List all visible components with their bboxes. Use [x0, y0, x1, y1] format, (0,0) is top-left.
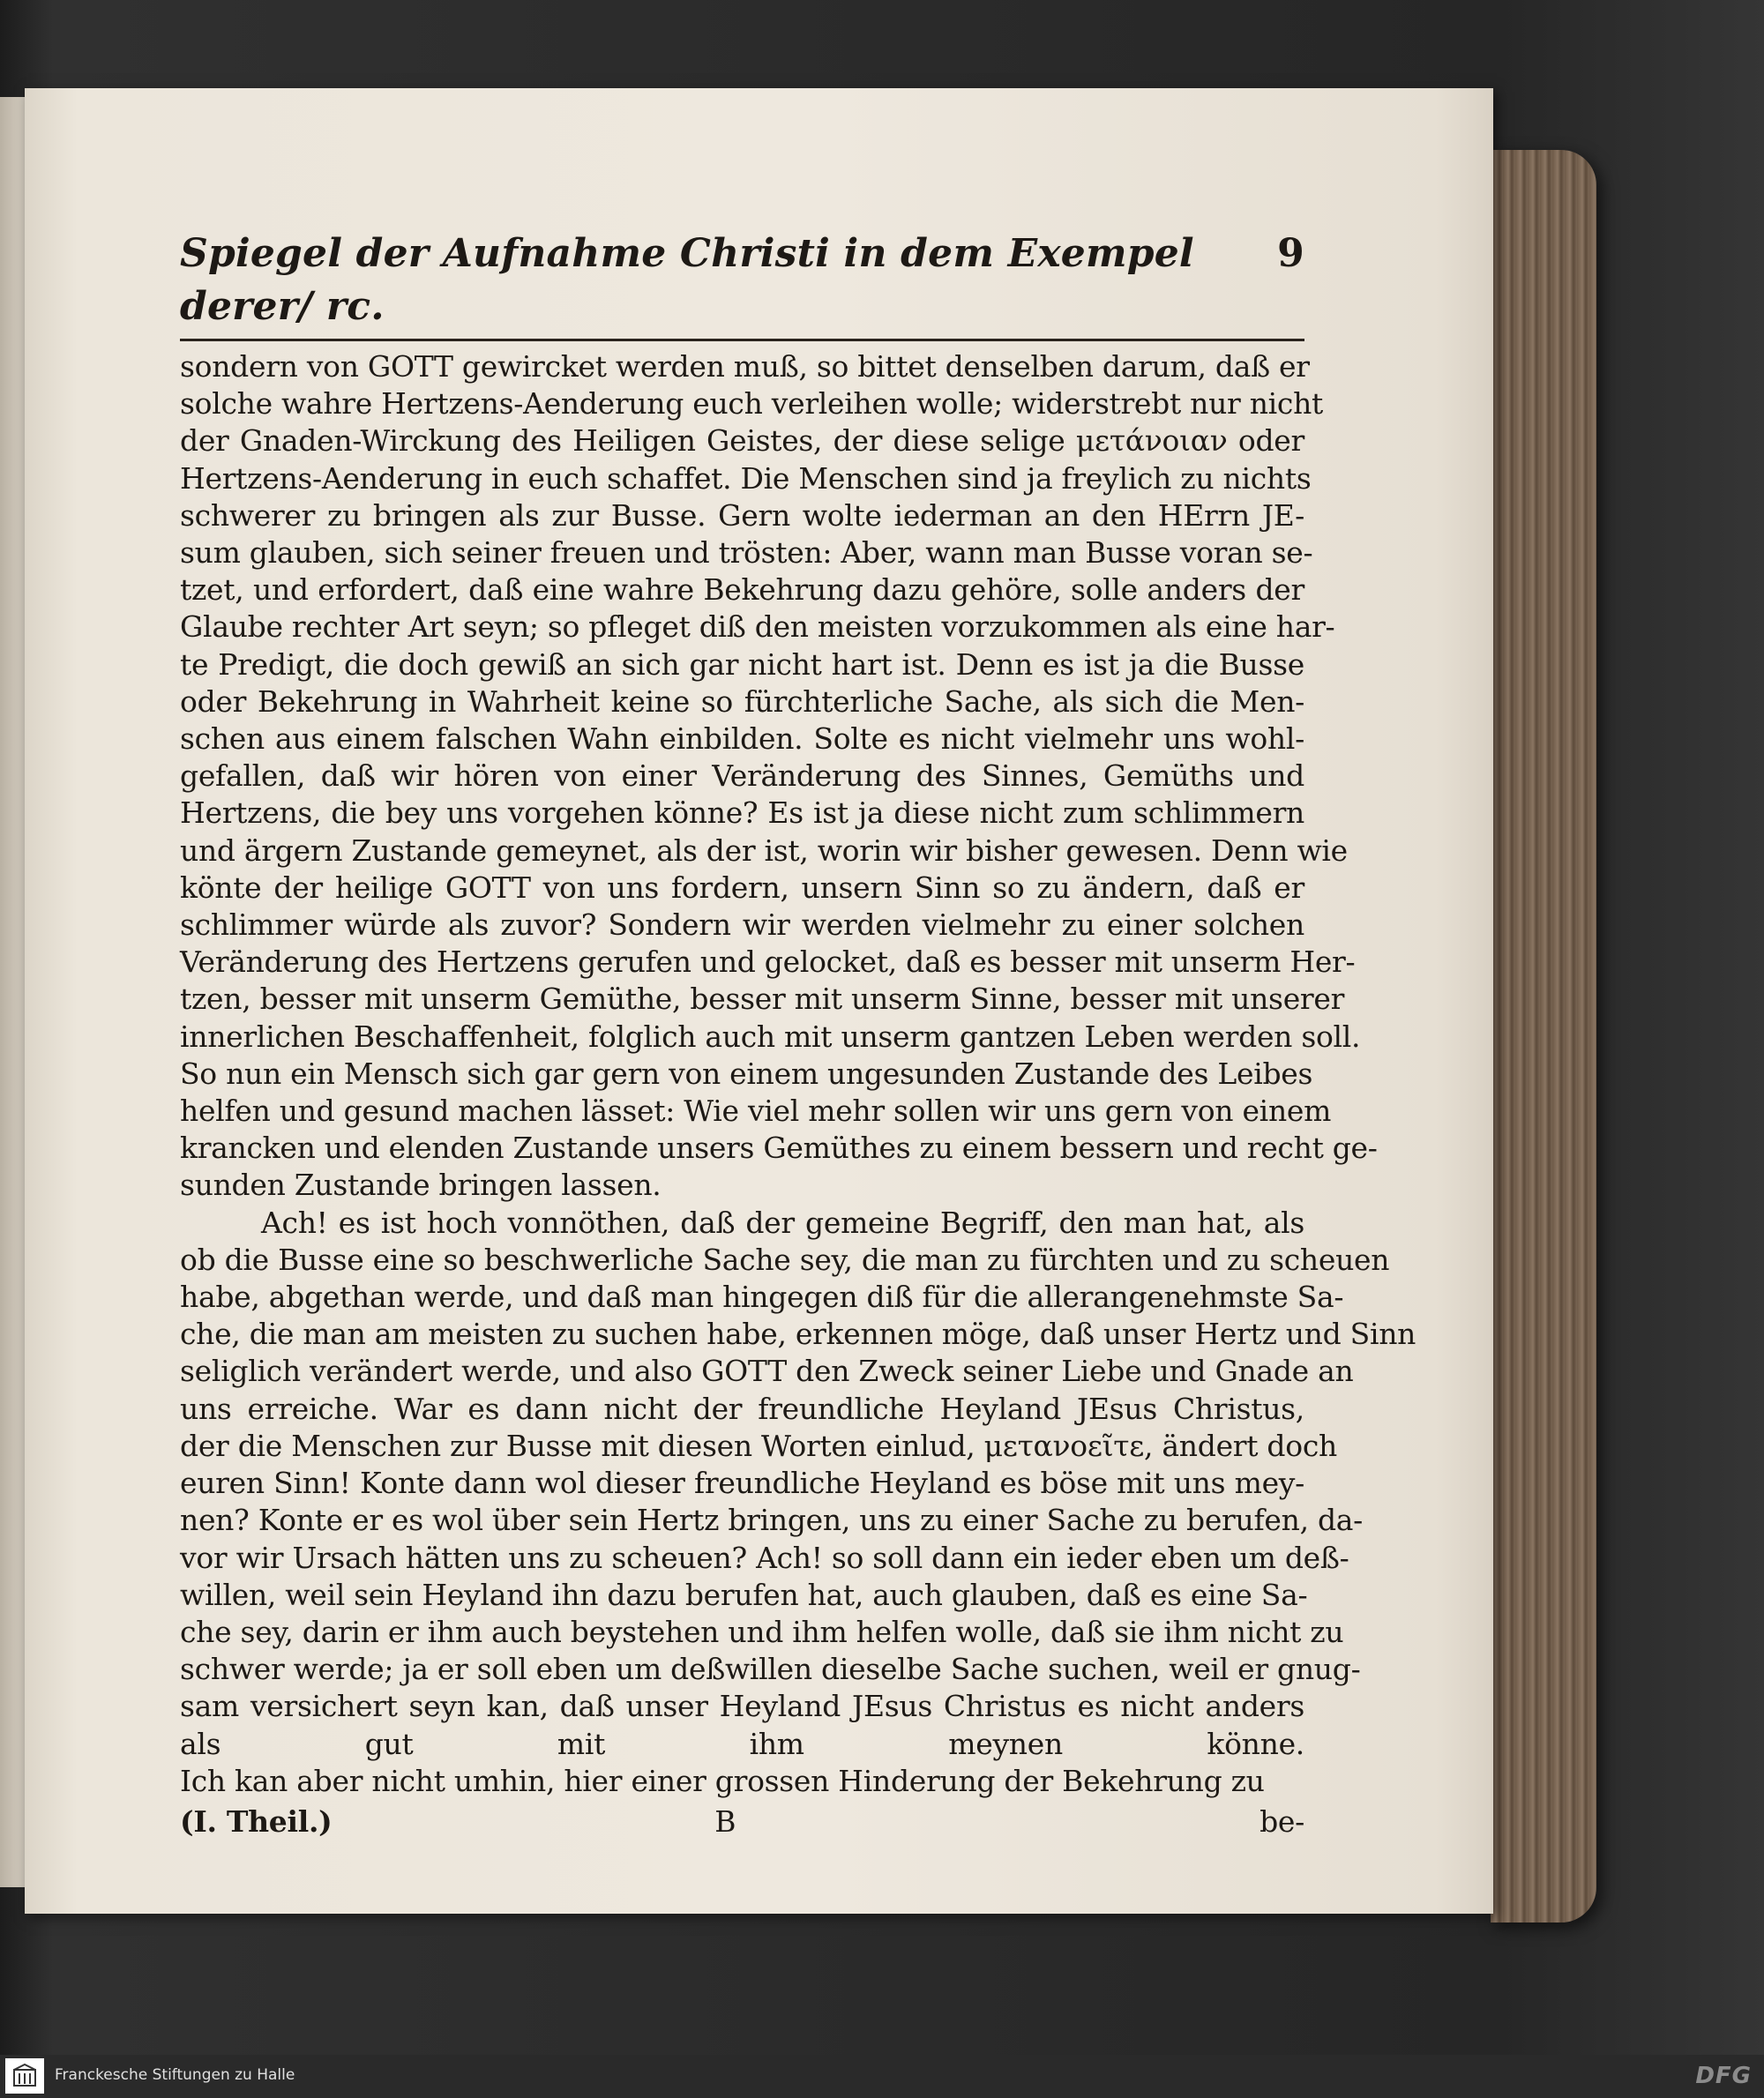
body-line: che sey, darin er ihm auch beystehen und ihm helfen wolle, daß sie ihm nicht zu — [180, 1614, 1344, 1649]
running-header — [180, 228, 1304, 333]
body-line: sunden Zustande bringen lassen. — [180, 1168, 662, 1203]
body-line: euren Sinn! Konte dann wol dieser freundliche Heyland es böse mit uns mey- — [180, 1466, 1304, 1501]
body-line: tzet, und erfordert, daß eine wahre Bekehrung dazu gehöre, solle anders der — [180, 572, 1304, 608]
body-line: seliglich verändert werde, und also GOTT den Zweck seiner Liebe und Gnade an — [180, 1354, 1354, 1389]
book-fore-edge — [1491, 150, 1596, 1923]
body-line: te Predigt, die doch gewiß an sich gar nicht hart ist. Denn es ist ja die Busse — [180, 646, 1304, 682]
body-line: sum glauben, sich seiner freuen und trösten: Aber, wann man Busse voran se- — [180, 535, 1313, 571]
body-line: der die Menschen zur Busse mit diesen Worten einlud, μετανοεῖτε, ändert doch — [180, 1428, 1337, 1463]
body-line: schlimmer würde als zuvor? Sondern wir werden vielmehr zu einer solchen — [180, 907, 1304, 943]
signature-left: (I. Theil.) — [180, 1803, 333, 1839]
body-line: nen? Konte er es wol über sein Hertz bringen, uns zu einer Sache zu berufen, da- — [180, 1503, 1364, 1538]
institution-logo-icon — [11, 2063, 38, 2089]
catchword: be- — [1259, 1803, 1304, 1839]
body-line: als gut mit ihm meynen könne. — [180, 1726, 1304, 1761]
body-line: vor wir Ursach hätten uns zu scheuen? Ach! so soll dann ein ieder eben um deß- — [180, 1540, 1349, 1575]
body-line: helfen und gesund machen lässet: Wie viel mehr sollen wir uns gern von einem — [180, 1094, 1332, 1129]
body-line: sam versichert seyn kan, daß unser Heyland JEsus Christus es nicht anders — [180, 1689, 1304, 1724]
viewer-bottom-bar — [0, 2055, 1764, 2098]
body-line: So nun ein Mensch sich gar gern von einem ungesunden Zustande des Leibes — [180, 1056, 1313, 1091]
body-line: oder Bekehrung in Wahrheit keine so fürchterliche Sache, als sich die Men- — [180, 683, 1304, 719]
running-title: Spiegel der Aufnahme Christi in dem Exempel derer/ rc. — [180, 231, 1194, 329]
body-line: sondern von GOTT gewircket werden muß, so bittet denselben darum, daß er — [180, 349, 1310, 384]
body-line: krancken und elenden Zustande unsers Gemüthes zu einem bessern und recht ge- — [180, 1131, 1378, 1166]
header-rule — [180, 339, 1304, 341]
signature-mark: B — [714, 1803, 736, 1839]
body-line: tzen, besser mit unserm Gemüthe, besser mit unserm Sinne, besser mit unserer — [180, 982, 1345, 1017]
body-line: uns erreiche. War es dann nicht der freundliche Heyland JEsus Christus, — [180, 1391, 1304, 1426]
body-line: Ach! es ist hoch vonnöthen, daß der gemeine Begriff, den man hat, als — [261, 1205, 1304, 1240]
facing-page-edge — [0, 97, 26, 1887]
institution-logo[interactable] — [5, 2058, 44, 2094]
body-line: ob die Busse eine so beschwerliche Sache sey, die man zu fürchten und zu scheuen — [180, 1242, 1390, 1277]
body-text — [180, 348, 1416, 1800]
body-line: könte der heilige GOTT von uns fordern, unsern Sinn so zu ändern, daß er — [180, 870, 1304, 905]
body-line: Glaube rechter Art seyn; so pfleget diß den meisten vorzukommen als eine har- — [180, 609, 1335, 645]
body-line: che, die man am meisten zu suchen habe, erkennen möge, daß unser Hertz und Sinn — [180, 1317, 1416, 1352]
page-text-block — [180, 228, 1416, 1840]
body-line: willen, weil sein Heyland ihn dazu berufen hat, auch glauben, daß es eine Sa- — [180, 1577, 1308, 1612]
book-page — [25, 88, 1493, 1914]
body-line: Ich kan aber nicht umhin, hier einer grossen Hinderung der Bekehrung zu — [180, 1763, 1265, 1798]
body-line: gefallen, daß wir hören von einer Veränderung des Sinnes, Gemüths und — [180, 758, 1304, 794]
body-line: Hertzens, die bey uns vorgehen könne? Es ist ja diese nicht zum schlimmern — [180, 795, 1304, 831]
body-line: habe, abgethan werde, und daß man hingegen diß für die allerangenehmste Sa- — [180, 1280, 1344, 1315]
body-line: Hertzens-Aenderung in euch schaffet. Die Menschen sind ja freylich zu nichts — [180, 460, 1312, 496]
body-line: schen aus einem falschen Wahn einbilden. Solte es nicht vielmehr uns wohl- — [180, 721, 1304, 757]
page-number: 9 — [1277, 231, 1304, 276]
page-footer — [180, 1803, 1304, 1840]
body-line: schwerer zu bringen als zur Busse. Gern wolte iederman an den HErrn JE- — [180, 497, 1304, 533]
body-line: der Gnaden-Wirckung des Heiligen Geistes, der diese selige μετάνοιαν oder — [180, 423, 1304, 459]
body-line: schwer werde; ja er soll eben um deßwillen dieselbe Sache suchen, weil er gnug- — [180, 1652, 1361, 1687]
body-line: solche wahre Hertzens-Aenderung euch verleihen wolle; widerstrebt nur nicht — [180, 386, 1324, 422]
body-line: und ärgern Zustande gemeynet, als der ist, worin wir bisher gewesen. Denn wie — [180, 832, 1348, 868]
institution-name[interactable]: Franckesche Stiftungen zu Halle — [55, 2066, 295, 2084]
dfg-logo[interactable]: DFG — [1695, 2063, 1752, 2089]
body-line: Veränderung des Hertzens gerufen und gelocket, daß es besser mit unserm Her- — [180, 944, 1356, 980]
body-line: innerlichen Beschaffenheit, folglich auch mit unserm gantzen Leben werden soll. — [180, 1019, 1361, 1054]
